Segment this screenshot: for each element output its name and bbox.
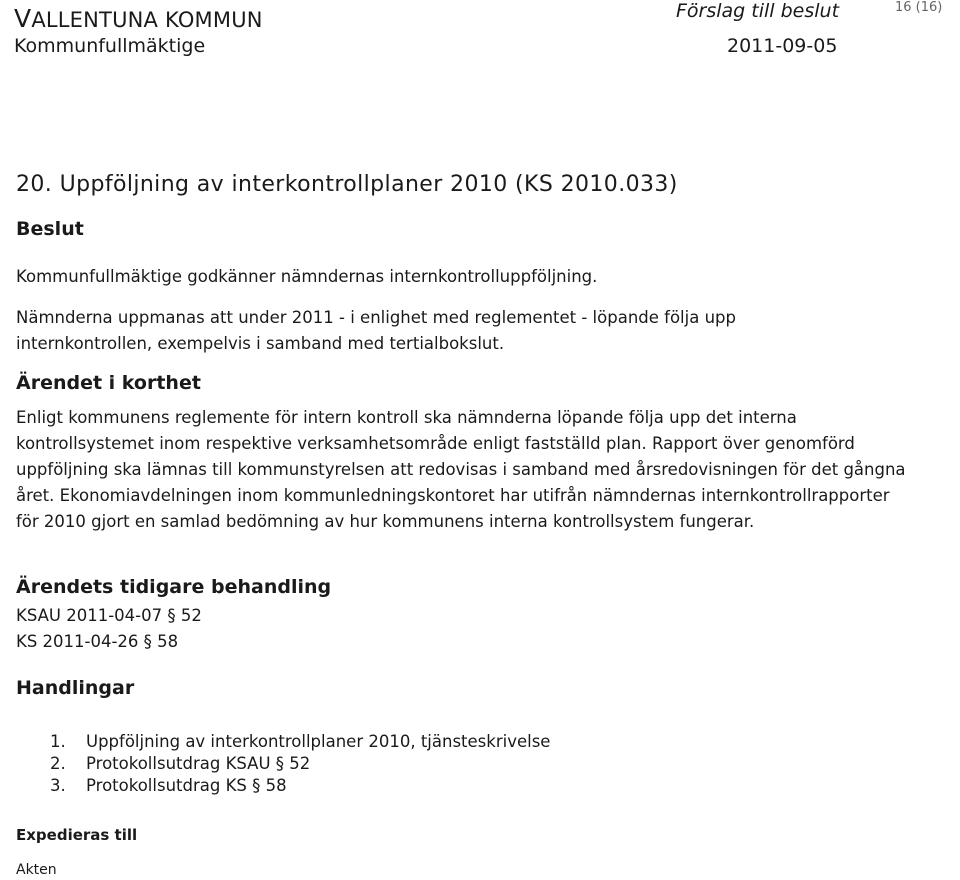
decision-paragraph-2-line-2: internkontrollen, exempelvis i samband med tertialbokslut. xyxy=(16,334,505,353)
history-entry: KS 2011-04-26 § 58 xyxy=(16,632,179,651)
document-status: Förslag till beslut xyxy=(676,0,840,22)
item-title: 20. Uppföljning av interkontrollplaner 2010 (KS 2010.033) xyxy=(16,172,678,197)
history-entry: KSAU 2011-04-07 § 52 xyxy=(16,606,202,625)
dispatch-recipient: Akten xyxy=(16,862,57,878)
list-item: 2. Protokollsutdrag KSAU § 52 xyxy=(50,754,311,773)
documents-list xyxy=(50,731,550,797)
list-item: 1. Uppföljning av interkontrollplaner 2010, tjänsteskrivelse xyxy=(50,732,551,751)
documents-heading: Handlingar xyxy=(16,677,135,699)
dispatch-heading: Expedieras till xyxy=(16,826,138,844)
history-heading: Ärendets tidigare behandling xyxy=(16,576,332,598)
decision-paragraph-1: Kommunfullmäktige godkänner nämndernas internkontrolluppföljning. xyxy=(16,267,598,286)
decision-paragraph-2 xyxy=(16,305,736,357)
summary-heading: Ärendet i korthet xyxy=(16,372,201,394)
document-date: 2011-09-05 xyxy=(727,35,838,57)
body-name: Kommunfullmäktige xyxy=(14,35,206,57)
organization-name: VALLENTUNA KOMMUN xyxy=(14,4,263,33)
list-item: 3. Protokollsutdrag KS § 58 xyxy=(50,776,287,795)
summary-text: Enligt kommunens reglemente för intern kontroll ska nämnderna löpande följa upp det interna kontrollsystemet inom respektive verksamhetsområde enligt fastställd plan. Rapport över genomförd uppföljning ska lämnas till kommunstyrelsen att redovisas i samband med årsredovisningen för det gångna året. Ekonomiavdelningen inom kommunledningskontoret har utifrån nämndernas internkontrollrapporter för 2010 gjort en samlad bedömning av hur kommunens interna kontrollsystem fungerar. xyxy=(16,408,906,531)
decision-heading: Beslut xyxy=(16,218,84,240)
page-number: 16 (16) xyxy=(895,0,943,15)
decision-paragraph-2-line-1: Nämnderna uppmanas att under 2011 - i enlighet med reglementet - löpande följa upp xyxy=(16,308,736,327)
